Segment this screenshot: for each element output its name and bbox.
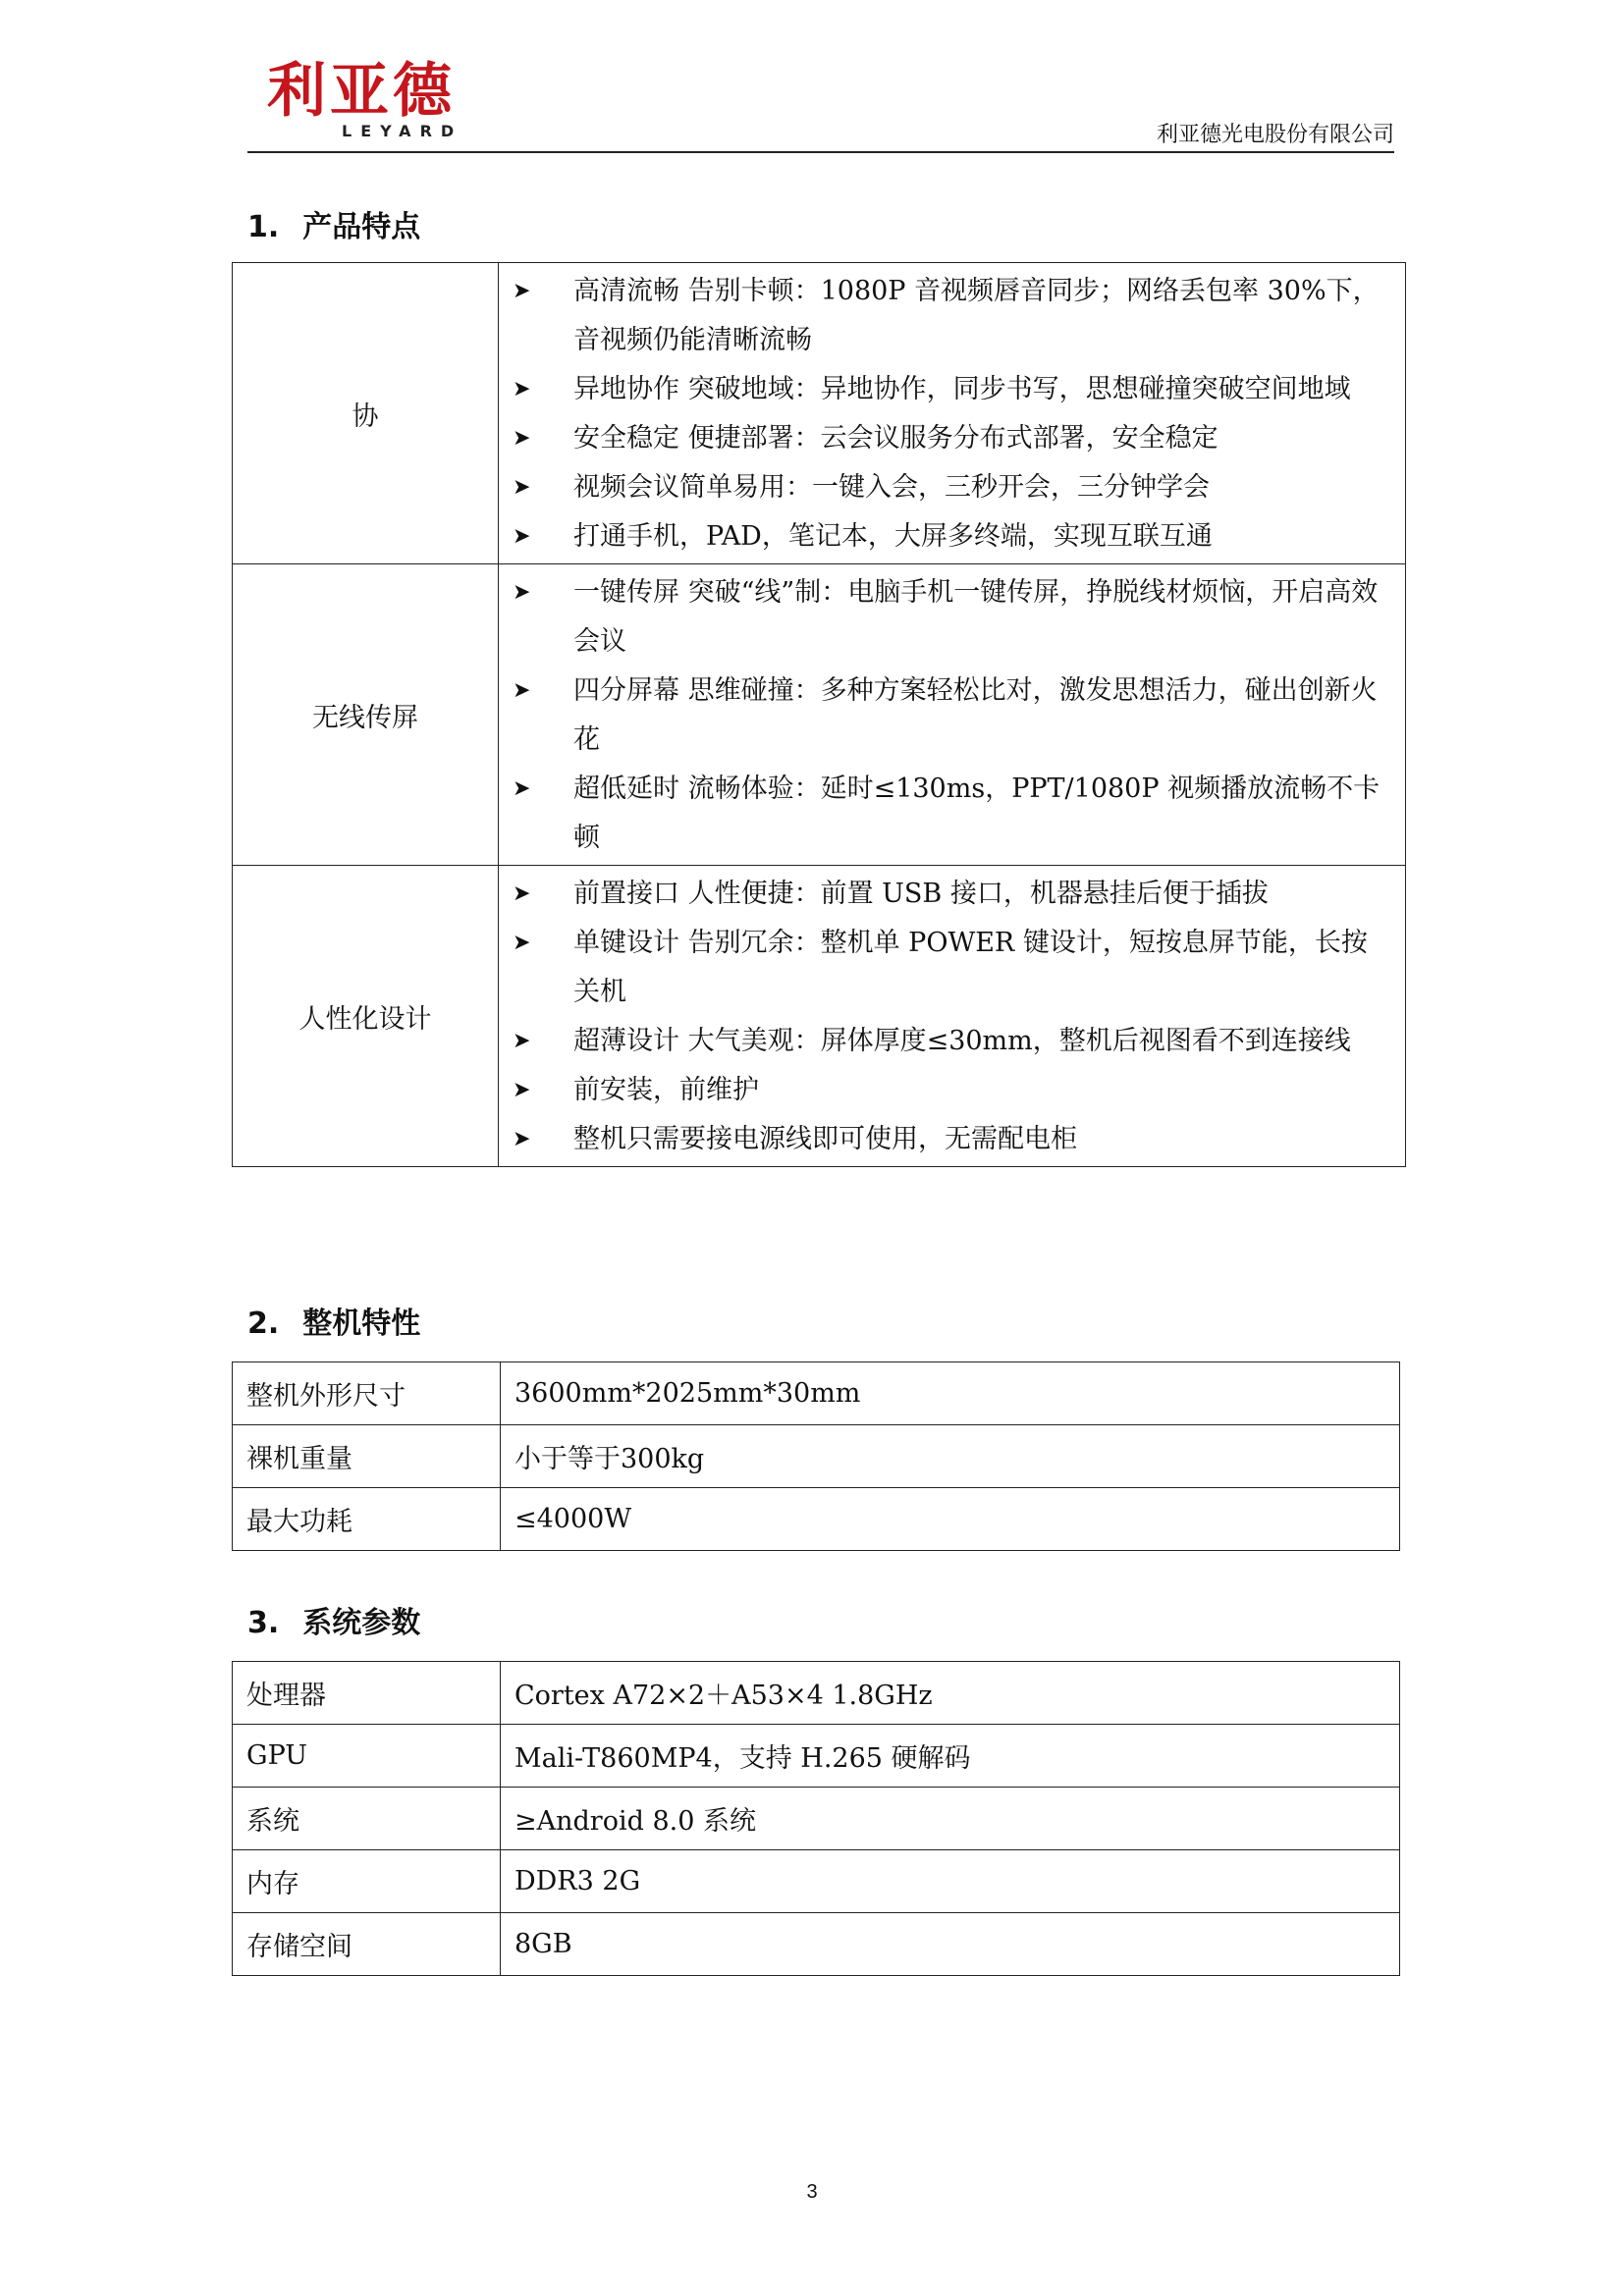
spec-value: 小于等于300kg (501, 1425, 1400, 1488)
feature-text: 超薄设计 大气美观：屏体厚度≤30mm，整机后视图看不到连接线 (573, 1026, 1351, 1056)
feature-text: 安全稳定 便捷部署：云会议服务分布式部署，安全稳定 (573, 423, 1218, 454)
section-title-features (247, 202, 420, 245)
spec-value: ≤4000W (501, 1488, 1400, 1551)
feature-text: 单键设计 告别冗余：整机单 POWER 键设计，短按息屏节能，长按关机 (573, 928, 1368, 1007)
logo-en-text: LEYARD (342, 122, 463, 140)
section-title-machine (247, 1299, 420, 1342)
table-row (233, 1425, 1400, 1488)
feature-list (513, 267, 1391, 561)
feature-text: 前安装，前维护 (573, 1075, 759, 1105)
table-row (233, 866, 1406, 1167)
section-title-text: 整机特性 (302, 1307, 421, 1341)
feature-list (513, 870, 1391, 1164)
feature-text: 超低延时 流畅体验：延时≤130ms，PPT/1080P 视频播放流畅不卡顿 (573, 774, 1380, 853)
table-row (233, 564, 1406, 866)
param-value: ≥Android 8.0 系统 (501, 1788, 1400, 1850)
list-item (513, 414, 1391, 463)
list-item (513, 512, 1391, 561)
feature-items-cell (499, 564, 1406, 866)
arrow-bullet-icon: ➤ (513, 1029, 531, 1053)
arrow-bullet-icon: ➤ (513, 931, 531, 955)
spec-key: 裸机重量 (233, 1425, 501, 1488)
arrow-bullet-icon: ➤ (513, 426, 531, 451)
list-item (513, 1066, 1391, 1115)
arrow-bullet-icon: ➤ (513, 524, 531, 549)
list-item (513, 1115, 1391, 1164)
features-table (232, 262, 1406, 1167)
feature-text: 打通手机，PAD，笔记本，大屏多终端，实现互联互通 (573, 521, 1213, 552)
page-header (247, 59, 1394, 153)
company-name: 利亚德光电股份有限公司 (1156, 123, 1394, 147)
param-key: 系统 (233, 1788, 501, 1850)
table-row (233, 1788, 1400, 1850)
feature-items-cell (499, 263, 1406, 564)
feature-list (513, 568, 1391, 863)
spec-value: 3600mm*2025mm*30mm (501, 1362, 1400, 1425)
param-key: 存储空间 (233, 1913, 501, 1976)
arrow-bullet-icon: ➤ (513, 377, 531, 401)
feature-text: 视频会议简单易用：一键入会，三秒开会，三分钟学会 (573, 472, 1210, 503)
param-value: Cortex A72×2＋A53×4 1.8GHz (501, 1662, 1400, 1725)
param-key: GPU (233, 1725, 501, 1788)
leyard-logo (267, 59, 462, 140)
table-row (233, 1850, 1400, 1913)
feature-category: 协 (233, 263, 499, 564)
param-value: DDR3 2G (501, 1850, 1400, 1913)
arrow-bullet-icon: ➤ (513, 776, 531, 801)
spec-key: 最大功耗 (233, 1488, 501, 1551)
param-value: 8GB (501, 1913, 1400, 1976)
feature-text: 高清流畅 告别卡顿：1080P 音视频唇音同步；网络丢包率 30%下，音视频仍能清晰流畅 (573, 276, 1380, 355)
list-item (513, 463, 1391, 512)
system-params-table (232, 1661, 1400, 1976)
page-number: 3 (806, 2181, 818, 2203)
header-divider (247, 151, 1394, 153)
feature-text: 一键传屏 突破“线”制：电脑手机一键传屏，挣脱线材烦恼，开启高效会议 (573, 577, 1379, 657)
machine-specs-table (232, 1362, 1400, 1551)
feature-category: 人性化设计 (233, 866, 499, 1167)
section-number: 1. (247, 210, 280, 244)
logo-cn-text: 利亚德 (267, 57, 456, 126)
feature-text: 整机只需要接电源线即可使用，无需配电柜 (573, 1124, 1077, 1154)
table-row (233, 1362, 1400, 1425)
section-title-text: 产品特点 (302, 210, 421, 244)
table-row (233, 1488, 1400, 1551)
param-key: 处理器 (233, 1662, 501, 1725)
section-title-system (247, 1598, 420, 1641)
section-number: 2. (247, 1307, 280, 1341)
feature-category: 无线传屏 (233, 564, 499, 866)
param-key: 内存 (233, 1850, 501, 1913)
list-item (513, 568, 1391, 667)
feature-items-cell (499, 866, 1406, 1167)
arrow-bullet-icon: ➤ (513, 881, 531, 906)
list-item (513, 765, 1391, 863)
feature-text: 四分屏幕 思维碰撞：多种方案轻松比对，激发思想活力，碰出创新火花 (573, 675, 1378, 755)
feature-text: 异地协作 突破地域：异地协作，同步书写，思想碰撞突破空间地域 (573, 374, 1351, 404)
section-title-text: 系统参数 (302, 1606, 421, 1640)
table-row (233, 1725, 1400, 1788)
arrow-bullet-icon: ➤ (513, 1127, 531, 1151)
spec-key: 整机外形尺寸 (233, 1362, 501, 1425)
table-row (233, 263, 1406, 564)
arrow-bullet-icon: ➤ (513, 475, 531, 500)
list-item (513, 267, 1391, 365)
list-item (513, 870, 1391, 919)
arrow-bullet-icon: ➤ (513, 1078, 531, 1102)
param-value: Mali-T860MP4，支持 H.265 硬解码 (501, 1725, 1400, 1788)
arrow-bullet-icon: ➤ (513, 678, 531, 703)
list-item (513, 919, 1391, 1017)
table-row (233, 1662, 1400, 1725)
list-item (513, 667, 1391, 765)
section-number: 3. (247, 1606, 280, 1640)
arrow-bullet-icon: ➤ (513, 580, 531, 605)
table-row (233, 1913, 1400, 1976)
arrow-bullet-icon: ➤ (513, 279, 531, 303)
feature-text: 前置接口 人性便捷：前置 USB 接口，机器悬挂后便于插拔 (573, 879, 1269, 909)
list-item (513, 1017, 1391, 1066)
list-item (513, 365, 1391, 414)
